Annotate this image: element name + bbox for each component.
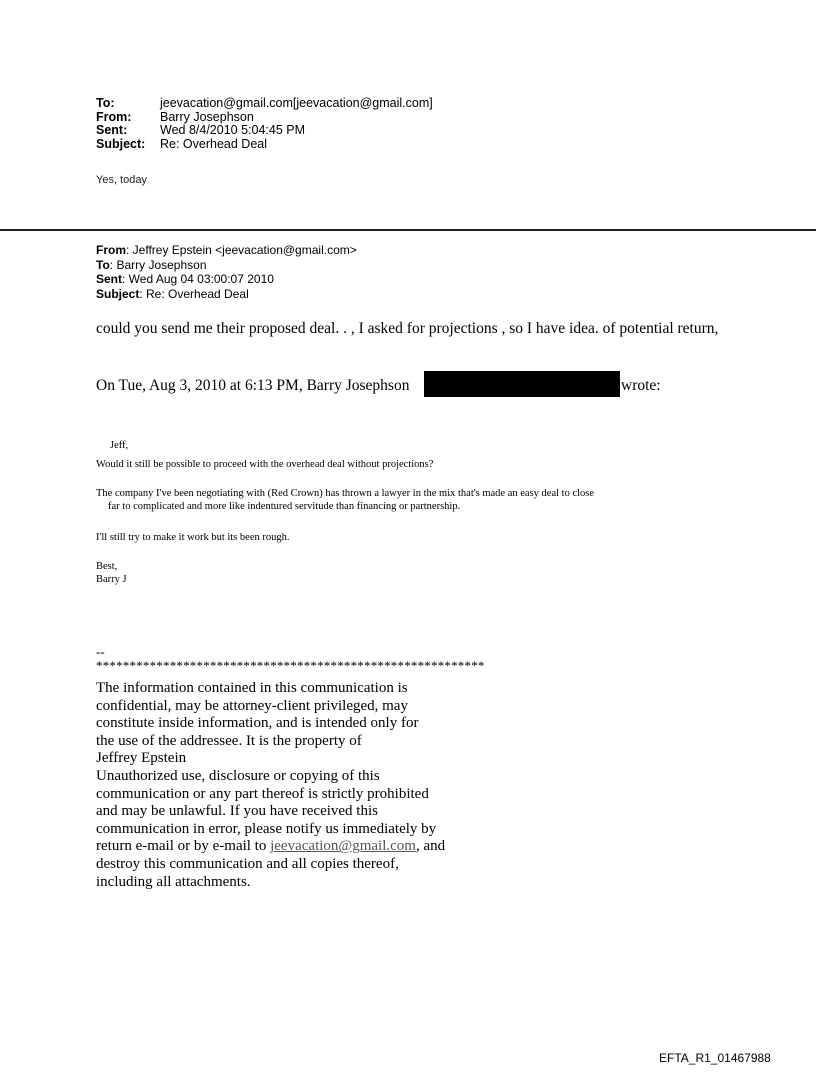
- sent-value: Wed 8/4/2010 5:04:45 PM: [160, 123, 306, 137]
- quoted-paragraph-2-line-2: far to complicated and more like indentured servitude than financing or partnership.: [108, 500, 461, 512]
- subject-value: Re: Overhead Deal: [160, 136, 268, 151]
- quoted-sent-value: : Wed Aug 04 03:00:07 2010: [122, 272, 274, 286]
- email-link[interactable]: jeevacation@gmail.com: [270, 838, 416, 855]
- quoted-subject-label: Subject: [96, 286, 140, 301]
- quoted-greeting: Jeff,: [110, 440, 129, 451]
- subject-label: Subject:: [96, 136, 146, 151]
- quoted-sent-label: Sent: [96, 272, 123, 286]
- subject-row: [96, 138, 433, 152]
- redaction-box: [424, 371, 620, 397]
- disclaimer-line-pre: return e-mail or by e-mail to: [96, 838, 271, 855]
- to-value: jeevacation@gmail.com[jeevacation@gmail.com]: [160, 96, 433, 110]
- stars-separator: **********************************************************: [96, 658, 485, 673]
- disclaimer-line: confidential, may be attorney-client privileged, may: [96, 697, 408, 714]
- disclaimer-line: The information contained in this communication is: [96, 680, 408, 696]
- quoted-signature: Barry J: [96, 573, 127, 585]
- from-row: [96, 111, 433, 125]
- signature-dash: --: [96, 644, 105, 659]
- to-label: To:: [96, 96, 115, 110]
- message-body: could you send me their proposed deal. . , I asked for projections , so I have idea. of potential return,: [96, 320, 719, 337]
- disclaimer-line-post: , and: [415, 838, 446, 855]
- disclaimer-line: constitute inside information, and is intended only for: [96, 715, 419, 732]
- quoted-paragraph-2-line-1: The company I've been negotiating with (Red Crown) has thrown a lawyer in the mix that's made an easy deal to close: [96, 488, 595, 499]
- quoted-paragraph-1: Would it still be possible to proceed with the overhead deal without projections?: [96, 459, 434, 470]
- quoted-signoff: Best,: [96, 561, 118, 572]
- quoted-subject-value: : Re: Overhead Deal: [139, 286, 249, 301]
- disclaimer: [96, 680, 476, 891]
- to-row: [96, 97, 433, 111]
- document-id: EFTA_R1_01467988: [659, 1051, 771, 1065]
- disclaimer-line: Jeffrey Epstein: [96, 750, 187, 767]
- disclaimer-line: and may be unlawful. If you have received this: [96, 803, 378, 820]
- email-header: [96, 97, 433, 151]
- quoted-from-label: From: [96, 243, 126, 257]
- wrote-label: wrote:: [621, 377, 661, 394]
- disclaimer-line: [96, 838, 476, 856]
- reply-text: Yes, today: [96, 174, 147, 186]
- quoted-to-value: : Barry Josephson: [109, 257, 207, 272]
- disclaimer-line: Unauthorized use, disclosure or copying of this: [96, 767, 380, 784]
- quoted-to-label: To: [96, 257, 110, 272]
- sent-label: Sent:: [96, 123, 128, 137]
- sent-row: [96, 124, 433, 138]
- disclaimer-line: destroy this communication and all copies thereof,: [96, 855, 399, 872]
- quoted-header: [96, 243, 357, 301]
- quoted-paragraph-3: I'll still try to make it work but its been rough.: [96, 532, 290, 543]
- divider: [0, 229, 816, 231]
- on-date-line: On Tue, Aug 3, 2010 at 6:13 PM, Barry Josephson: [96, 377, 410, 394]
- disclaimer-line: including all attachments.: [96, 873, 251, 890]
- quoted-from-row: [96, 243, 357, 258]
- quoted-paragraph-2: [96, 488, 716, 513]
- disclaimer-line: communication in error, please notify us immediately by: [96, 820, 437, 837]
- from-value: Barry Josephson: [160, 109, 254, 124]
- quoted-signoff-block: [96, 561, 127, 586]
- quoted-from-value: : Jeffrey Epstein <jeevacation@gmail.com>: [126, 243, 357, 257]
- disclaimer-line: communication or any part thereof is strictly prohibited: [96, 785, 429, 802]
- quoted-to-row: [96, 258, 357, 273]
- disclaimer-line: the use of the addressee. It is the property of: [96, 732, 362, 749]
- quoted-subject-row: [96, 287, 357, 302]
- quoted-sent-row: [96, 272, 357, 287]
- from-label: From:: [96, 109, 132, 124]
